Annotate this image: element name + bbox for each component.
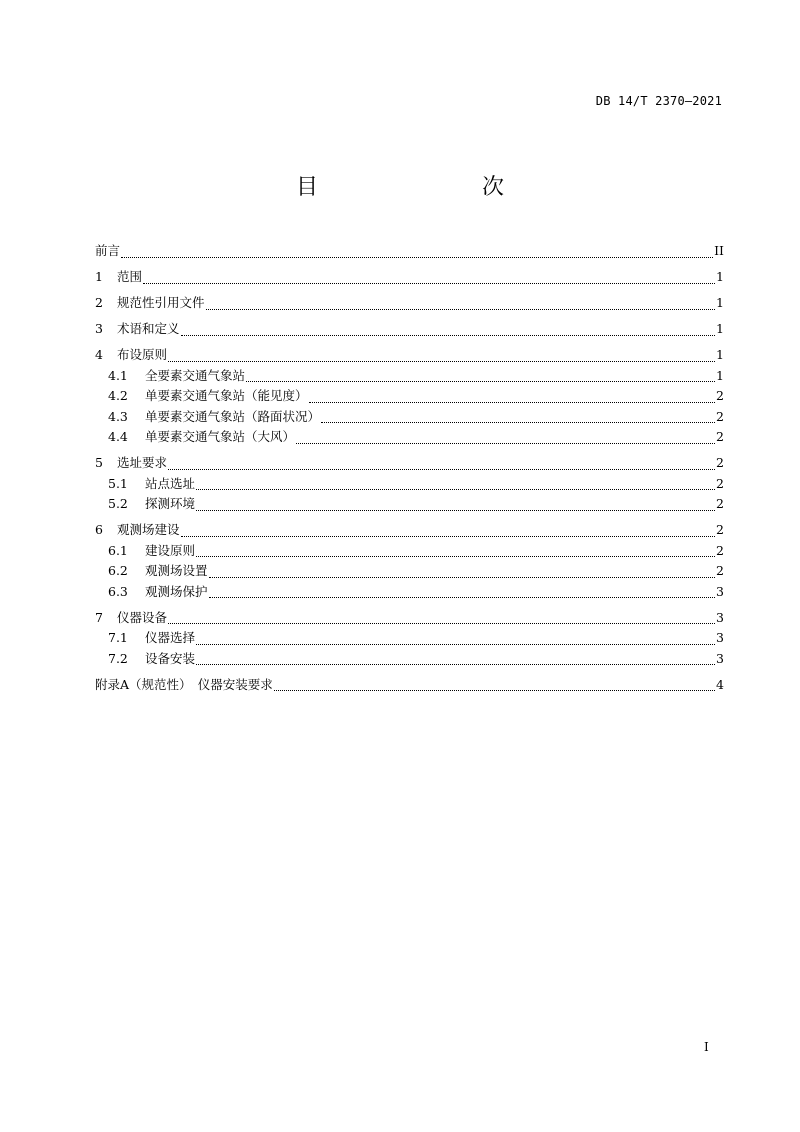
- toc-entry[interactable]: [95, 407, 724, 428]
- toc-entry-title: 仪器设备: [117, 609, 168, 625]
- toc-entry-page: 1: [716, 321, 724, 336]
- table-of-contents: [95, 241, 724, 695]
- page-number: I: [704, 1040, 709, 1054]
- dot-leader: [196, 488, 715, 490]
- toc-entry-title: 布设原则: [117, 347, 168, 362]
- toc-entry[interactable]: [95, 520, 724, 541]
- toc-entry[interactable]: [95, 453, 724, 474]
- toc-entry[interactable]: [95, 267, 724, 288]
- toc-entry-title: 站点选址: [145, 475, 196, 491]
- toc-entry-number: 6: [95, 522, 103, 537]
- toc-entry-page: 3: [716, 609, 724, 625]
- toc-entry-number: 4.1: [108, 367, 128, 383]
- toc-entry-number: 4.3: [108, 408, 128, 424]
- toc-entry-page: 4: [716, 676, 724, 692]
- toc-entry-page: 1: [716, 295, 724, 310]
- dot-leader: [181, 334, 716, 336]
- toc-entry-title: 探测环境: [145, 496, 196, 511]
- dot-leader: [121, 256, 713, 258]
- toc-entry-title: 观测场保护: [145, 583, 208, 599]
- toc-entry-number: 5.2: [108, 496, 128, 511]
- dot-leader: [168, 468, 715, 470]
- dot-leader: [274, 689, 715, 691]
- dot-leader: [168, 360, 715, 362]
- toc-entry-title: 全要素交通气象站: [145, 367, 246, 383]
- toc-entry-page: 2: [716, 455, 724, 470]
- dot-leader: [209, 576, 716, 578]
- dot-leader: [196, 509, 715, 511]
- toc-entry[interactable]: [95, 427, 724, 448]
- toc-entry-page: 1: [716, 347, 724, 362]
- toc-entry-title: 规范性引用文件: [117, 295, 205, 310]
- toc-entry[interactable]: [95, 649, 724, 670]
- toc-entry[interactable]: [95, 494, 724, 515]
- toc-entry-number: 5: [95, 455, 103, 470]
- toc-entry-page: 2: [716, 522, 724, 537]
- toc-entry-number: 7: [95, 609, 103, 625]
- toc-entry-page: II: [714, 243, 724, 258]
- dot-leader: [321, 421, 715, 423]
- toc-entry[interactable]: [95, 582, 724, 603]
- toc-entry-number: 7.2: [108, 650, 128, 666]
- toc-entry-number: 4.2: [108, 388, 128, 403]
- toc-entry-page: 2: [716, 475, 724, 491]
- toc-entry-page: 3: [716, 630, 724, 645]
- dot-leader: [246, 380, 715, 382]
- toc-entry-title: 观测场建设: [117, 522, 180, 537]
- toc-entry-number: 3: [95, 321, 103, 336]
- dot-leader: [168, 622, 715, 624]
- toc-entry-page: 3: [716, 583, 724, 599]
- toc-entry-page: 2: [716, 496, 724, 511]
- toc-entry-title: 附录A（规范性） 仪器安装要求: [95, 676, 273, 692]
- dot-leader: [296, 442, 715, 444]
- toc-entry-title: 设备安装: [145, 650, 196, 666]
- toc-entry-number: 6.2: [108, 563, 128, 578]
- toc-entry-number: 4.4: [108, 429, 128, 444]
- toc-entry-page: 2: [716, 429, 724, 444]
- dot-leader: [181, 535, 716, 537]
- dot-leader: [196, 643, 715, 645]
- toc-entry-page: 2: [716, 408, 724, 424]
- toc-entry-page: 3: [716, 650, 724, 666]
- toc-entry-title: 建设原则: [145, 542, 196, 558]
- toc-entry-title: 仪器选择: [145, 630, 196, 645]
- toc-entry[interactable]: [95, 345, 724, 366]
- toc-entry[interactable]: [95, 474, 724, 495]
- toc-entry[interactable]: [95, 366, 724, 387]
- toc-entry[interactable]: [95, 675, 724, 696]
- toc-entry[interactable]: [95, 241, 724, 262]
- toc-entry[interactable]: [95, 608, 724, 629]
- page-title: 目 次: [295, 175, 544, 200]
- toc-entry-number: 6.3: [108, 583, 128, 599]
- document-code: DB 14/T 2370—2021: [595, 94, 722, 108]
- toc-entry-title: 选址要求: [117, 455, 168, 470]
- dot-leader: [209, 596, 716, 598]
- toc-entry-page: 1: [716, 269, 724, 284]
- toc-entry[interactable]: [95, 541, 724, 562]
- toc-entry[interactable]: [95, 386, 724, 407]
- toc-entry-page: 2: [716, 542, 724, 558]
- toc-entry-number: 1: [95, 269, 103, 284]
- toc-entry[interactable]: [95, 561, 724, 582]
- toc-entry[interactable]: [95, 293, 724, 314]
- toc-entry[interactable]: [95, 319, 724, 340]
- toc-entry-number: 7.1: [108, 630, 128, 645]
- toc-entry-title: 范围: [117, 269, 143, 284]
- toc-entry-number: 6.1: [108, 542, 128, 558]
- toc-entry-number: 5.1: [108, 475, 128, 491]
- toc-entry-title: 单要素交通气象站（路面状况）: [145, 408, 321, 424]
- dot-leader: [196, 555, 715, 557]
- toc-entry-title: 单要素交通气象站（能见度）: [145, 388, 308, 403]
- toc-entry-page: 1: [716, 367, 724, 383]
- toc-entry[interactable]: [95, 628, 724, 649]
- toc-entry-page: 2: [716, 563, 724, 578]
- toc-entry-title: 前言: [95, 243, 121, 258]
- toc-entry-number: 4: [95, 347, 103, 362]
- dot-leader: [309, 401, 716, 403]
- toc-entry-title: 单要素交通气象站（大风）: [145, 429, 296, 444]
- dot-leader: [196, 663, 715, 665]
- toc-entry-title: 术语和定义: [117, 321, 180, 336]
- toc-entry-page: 2: [716, 388, 724, 403]
- toc-entry-title: 观测场设置: [145, 563, 208, 578]
- toc-entry-number: 2: [95, 295, 103, 310]
- dot-leader: [143, 282, 715, 284]
- dot-leader: [206, 308, 716, 310]
